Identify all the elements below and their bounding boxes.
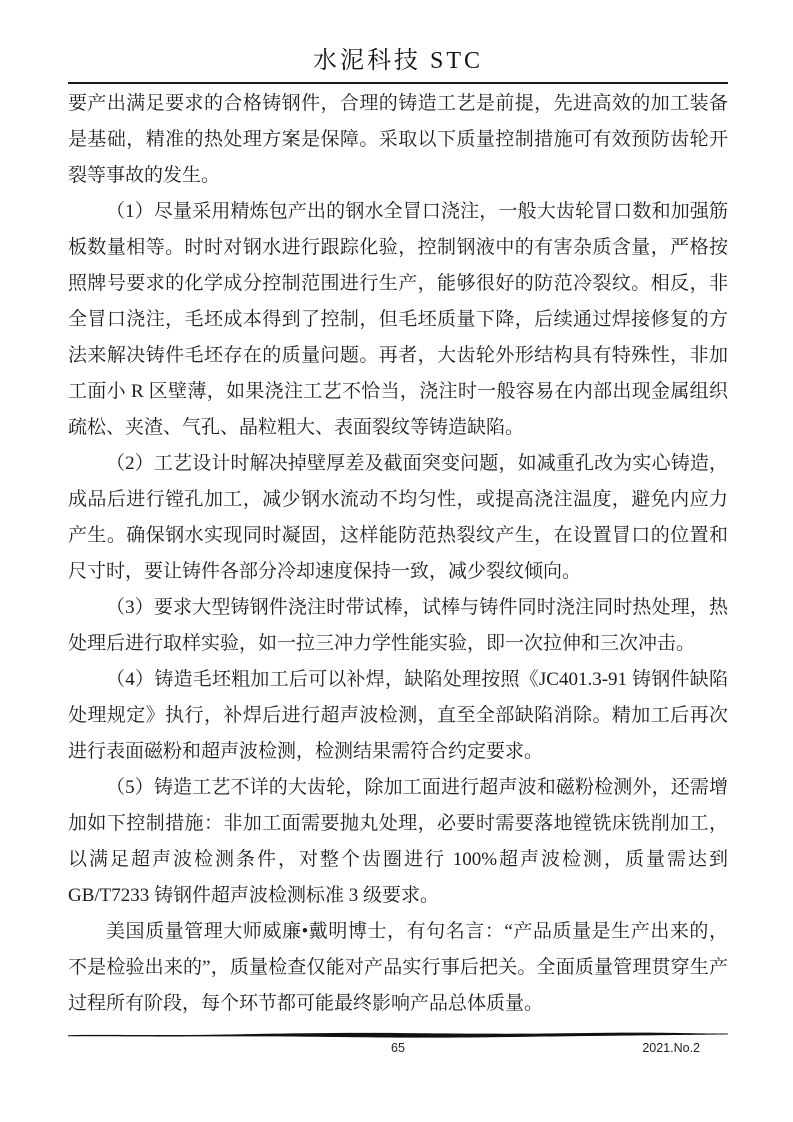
paragraph-measure-2: （2）工艺设计时解决掉壁厚差及截面突变问题，如减重孔改为实心铸造，成品后进行镗孔加工，减少钢水流动不均匀性，或提高浇注温度，避免内应力产生。确保钢水实现同时凝固，这样能防范热裂纹产生，在设置冒口的位置和尺寸时，要让铸件各部分冷却速度保持一致，减少裂纹倾向。 <box>68 453 728 582</box>
issue-number: 2021.No.2 <box>642 1041 700 1055</box>
article-body <box>68 86 728 1022</box>
page-number: 65 <box>391 1041 405 1055</box>
paragraph-measure-5: （5）铸造工艺不详的大齿轮，除加工面进行超声波和磁粉检测外，还需增加如下控制措施：非加工面需要抛丸处理，必要时需要落地镗铣床铣削加工，以满足超声波检测条件，对整个齿圈进行 100%超声波检测，质量需达到 GB/T7233 铸钢件超声波检测标准 3 级要求。 <box>68 777 728 906</box>
paragraph-measure-1: （1）尽量采用精炼包产出的钢水全冒口浇注，一般大齿轮冒口数和加强筋板数量相等。时时对钢水进行跟踪化验，控制钢液中的有害杂质含量，严格按照牌号要求的化学成分控制范围进行生产，能够很好的防范冷裂纹。相反，非全冒口浇注，毛坯成本得到了控制，但毛坯质量下降，后续通过焊接修复的方法来解决铸件毛坯存在的质量问题。再者，大齿轮外形结构具有特殊性，非加工面小 R 区壁薄，如果浇注工艺不恰当，浇注时一般容易在内部出现金属组织疏松、夹渣、气孔、晶粒粗大、表面裂纹等铸造缺陷。 <box>68 201 728 438</box>
footer-decorative-rule <box>68 1031 728 1040</box>
header-rule <box>68 82 728 84</box>
page-header <box>68 0 728 84</box>
page-footer <box>68 1031 728 1058</box>
paragraph-measure-3: （3）要求大型铸钢件浇注时带试棒，试棒与铸件同时浇注同时热处理，热处理后进行取样实验，如一拉三冲力学性能实验，即一次拉伸和三次冲击。 <box>68 597 728 654</box>
journal-title: 水泥科技 STC <box>312 48 483 74</box>
paragraph-measure-4: （4）铸造毛坯粗加工后可以补焊，缺陷处理按照《JC401.3-91 铸钢件缺陷处理规定》执行，补焊后进行超声波检测，直至全部缺陷消除。精加工后再次进行表面磁粉和超声波检测，检测结果需符合约定要求。 <box>68 669 728 762</box>
paragraph-intro: 要产出满足要求的合格铸钢件，合理的铸造工艺是前提，先进高效的加工装备是基础，精准的热处理方案是保障。采取以下质量控制措施可有效预防齿轮开裂等事故的发生。 <box>68 93 728 186</box>
paragraph-conclusion: 美国质量管理大师威廉•戴明博士，有句名言：“产品质量是生产出来的，不是检验出来的”，质量检查仅能对产品实行事后把关。全面质量管理贯穿生产过程所有阶段，每个环节都可能最终影响产品总体质量。 <box>68 921 728 1014</box>
footer-row <box>68 1040 728 1058</box>
